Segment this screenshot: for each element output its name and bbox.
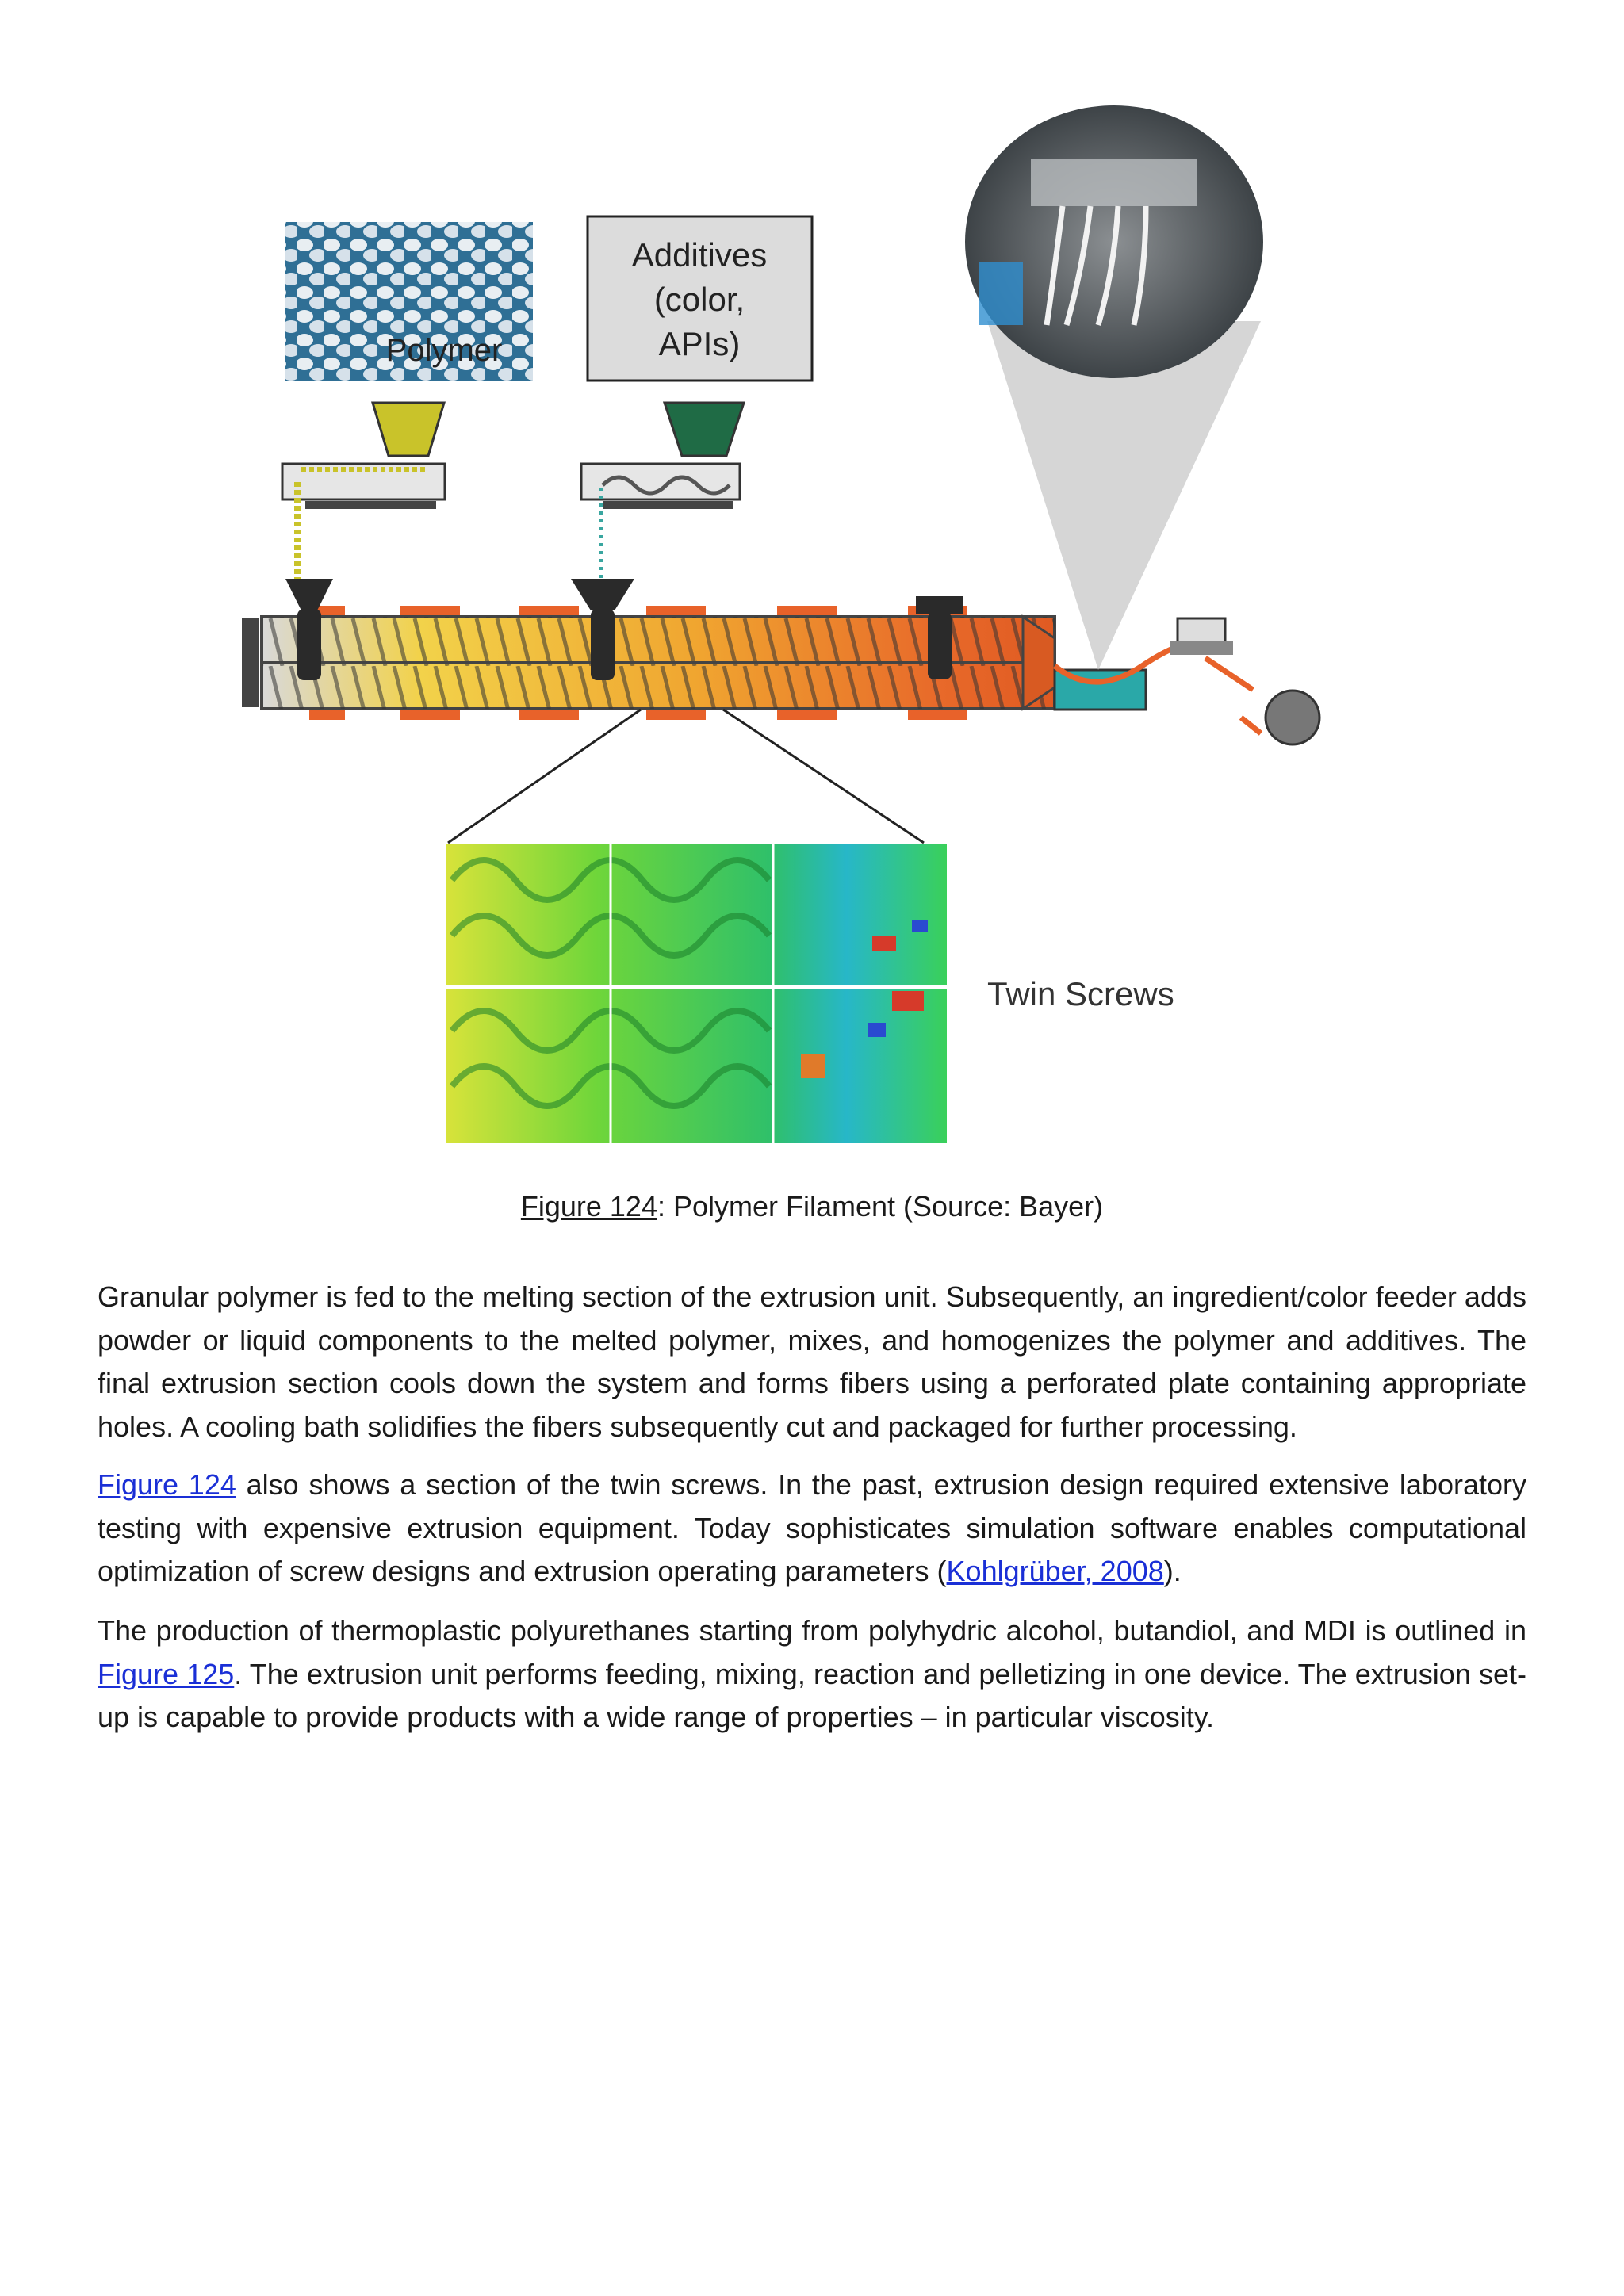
additives-line-2: (color, [653, 281, 745, 318]
twin-screws-image [446, 844, 947, 1143]
paragraph-1: Granular polymer is fed to the melting section of the extrusion unit. Subsequently, an ingredient/color feeder adds powder or liquid components to the melted polymer, mixes, and homogenizes the polymer and additives. The final extrusion section cools down the system and forms fibers using a perforated plate containing appropriate holes. A cooling bath solidifies the fibers subsequently cut and packaged for further processing. [98, 1280, 1526, 1443]
caption-text: : Polymer Filament (Source: Bayer) [657, 1190, 1104, 1223]
additives-line-1: Additives [631, 236, 768, 274]
figure-125-link[interactable]: Figure 125 [98, 1657, 235, 1690]
additives-box [588, 216, 812, 381]
paragraph-2-text-1: also shows a section of the twin screws. In the past, extrusion design required extensive laboratory testing with expensive extrusion equipment. Today sophisticates simulation software enables computational optimization of screw designs and extrusion operating parameters ( [98, 1468, 1527, 1587]
paragraph-3-text-1: The production of thermoplastic polyurethanes starting from polyhydric alcohol, butandiol, and MDI is outlined in [98, 1614, 1526, 1647]
caption-figure-ref[interactable]: Figure 124 [520, 1190, 657, 1223]
additives-line-3: APIs) [658, 325, 741, 362]
additive-feeder [581, 403, 744, 579]
polymer-feeder [282, 403, 445, 579]
paragraph-2 [98, 1464, 1526, 1594]
zoom-line-right [723, 710, 924, 843]
strand-photo-callout [965, 105, 1263, 670]
polymer-label: Polymer [385, 333, 503, 368]
paragraph-3-text-2: . The extrusion unit performs feeding, mixing, reaction and pelletizing in one device. The extrusion set-up is capable to provide products with a wide range of properties – in particular viscosity. [98, 1657, 1527, 1733]
figure-124-link[interactable]: Figure 124 [98, 1468, 236, 1501]
polymer-photo [285, 222, 533, 381]
figure-caption [0, 1189, 1624, 1224]
zoom-line-left [448, 710, 641, 843]
extruder-barrel [242, 579, 1055, 720]
twin-screws-label: Twin Screws [987, 975, 1174, 1012]
paragraph-3 [98, 1609, 1526, 1739]
paragraph-2-text-2: ). [1163, 1555, 1182, 1587]
kohlgruber-2008-link[interactable]: Kohlgrüber, 2008 [946, 1555, 1164, 1587]
